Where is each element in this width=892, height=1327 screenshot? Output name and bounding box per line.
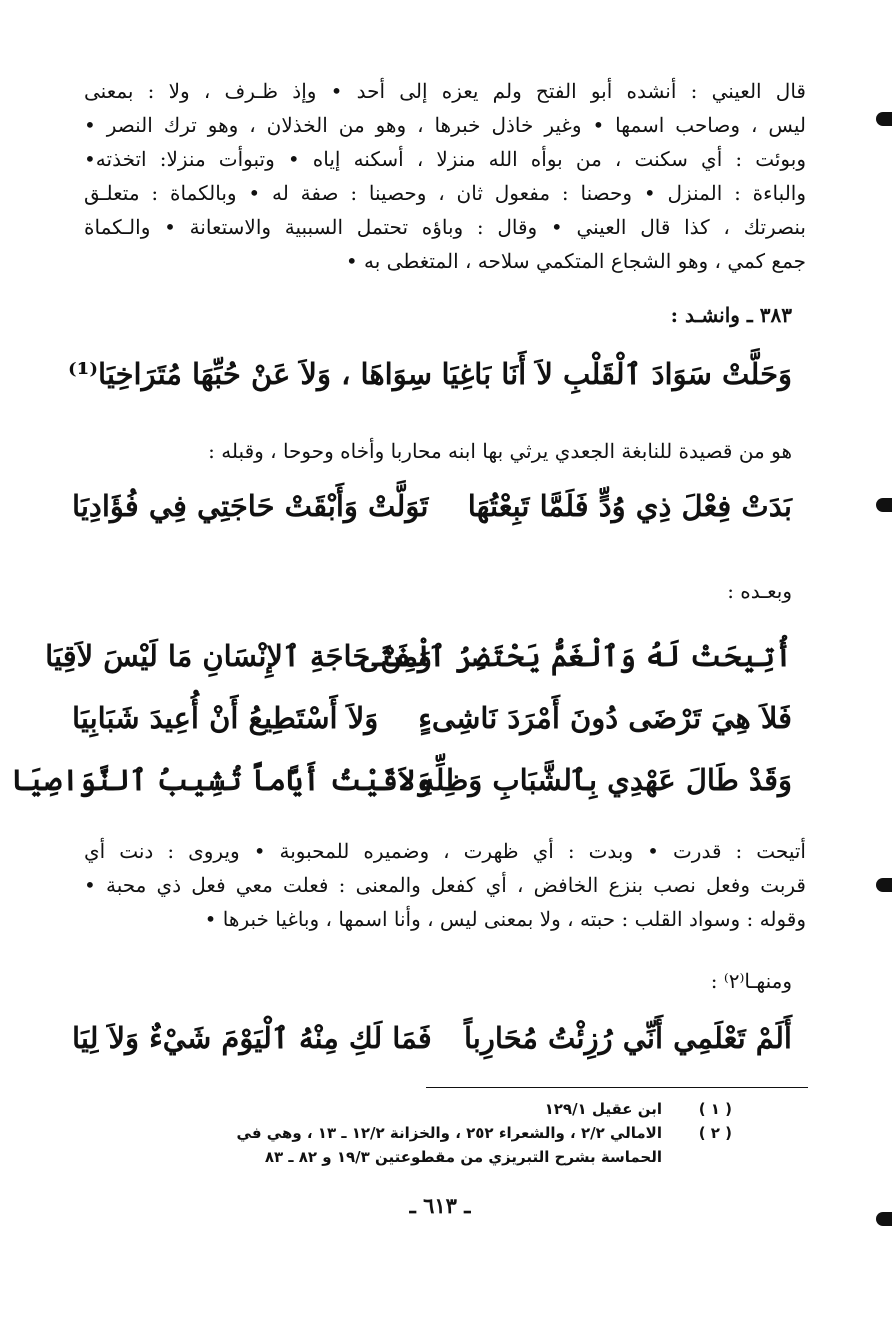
- verse1-first-hemistich: وَحَلَّتْ سَوَادَ ٱلْقَلْبِ لاَ أَنَا بَاغِيَا: [441, 357, 792, 391]
- verse-after-second-hemistich: وَمِنْ حَاجَةِ ٱلإِنْسَانِ مَا لَيْسَ لاَقِيَا: [45, 639, 432, 673]
- verse-before-first-hemistich: بَدَتْ فِعْلَ ذِي وُدٍّ فَلَمَّا تَبِعْتُهَا: [467, 489, 792, 523]
- minha-label: ومنهـا⁽٢⁾ :: [710, 969, 792, 993]
- intro-line: هو من قصيدة للنابغة الجعدي يرثي بها ابنه محاربا وأخاه وحوحا ، وقبله :: [208, 439, 792, 463]
- margin-mark: [876, 112, 892, 126]
- footnote-number: ( ٢ ): [698, 1124, 732, 1142]
- margin-mark: [876, 878, 892, 892]
- verse-last-first-hemistich: أَلَمْ تَعْلَمِي أَنِّي رُزِئْتُ مُحَارِباً: [463, 1021, 792, 1055]
- verse-after-first-hemistich: وَقَدْ طَالَ عَهْدِي بِٱلشَّبَابِ وَظِلِّهِ: [420, 763, 792, 797]
- page-number: ـ ٦١٣ ـ: [409, 1193, 471, 1218]
- verse-before-second-hemistich: تَوَلَّتْ وَأَبْقَتْ حَاجَتِي فِي فُؤَادِيَا: [72, 489, 429, 523]
- paragraph1-line: بنصرتك ، كذا قال العيني • وقال : وباؤه تحتمل السببية والاستعانة • والـكماة: [84, 215, 806, 239]
- verse-after-first-hemistich: أُتِيحَتْ لَهُ وَٱلْغَمُّ يَحْتَضِرُ ٱلْفَتَى: [360, 639, 792, 673]
- footnote-number: ( ١ ): [698, 1100, 732, 1118]
- footnote-text: ابن عقيل ١٢٩/١: [544, 1100, 662, 1118]
- paragraph1-line: جمع كمي ، وهو الشجاع المتكمي سلاحه ، المتغطى به •: [345, 249, 806, 273]
- paragraph1-line: والباءة : المنزل • وحصنا : مفعول ثان ، وحصينا : صفة له • وبالكماة : متعلـق: [84, 181, 806, 205]
- verse-after-second-hemistich: وَلاَ أَسْتَطِيعُ أَنْ أُعِيدَ شَبَابِيَا: [72, 701, 379, 735]
- verse-heading: ٣٨٣ ـ وانشـد :: [670, 303, 792, 327]
- verse-after-first-hemistich: فَلاَ هِيَ تَرْضَى دُونَ أَمْرَدَ نَاشِىءٍ: [418, 701, 792, 735]
- paragraph2-line: أتيحت : قدرت • وبدت : أي ظهرت ، وضميره للمحبوبة • ويروى : دنت أي: [84, 839, 806, 863]
- margin-mark: [876, 1212, 892, 1226]
- paragraph1-line: ليس ، وصاحب اسمها • وغير خاذل خبرها ، وهو من الخذلان ، وهو ترك النصر •: [84, 113, 806, 137]
- footnote-divider: [426, 1087, 808, 1088]
- verse-last-second-hemistich: فَمَا لَكِ مِنْهُ ٱلْيَوْمَ شَيْءٌ وَلاَ لِيَا: [72, 1021, 432, 1055]
- after-label: وبعـده :: [727, 579, 792, 603]
- paragraph1-line: وبوئت : أي سكنت ، من بوأه الله منزلا ، أسكنه إياه • وتبوأت منزلا: اتخذته•: [84, 147, 806, 171]
- margin-mark: [876, 498, 892, 512]
- paragraph1-line: قال العيني : أنشده أبو الفتح ولم يعزه إلى أحد • وإذ ظـرف ، ولا : بمعنى: [84, 79, 806, 103]
- footnote-text: الحماسة بشرح التبريزي من مقطوعتين ١٩/٣ و ٨٢ ـ ٨٣: [264, 1148, 662, 1166]
- paragraph2-line: قربت وفعل نصب بنزع الخافض ، أي كفعل والمعنى : فعلت معي فعل ذي محبة •: [84, 873, 806, 897]
- paragraph2-line: وقوله : وسواد القلب : حبته ، ولا بمعنى ليس ، وأنا اسمها ، وباغيا خبرها •: [204, 907, 806, 931]
- verse-after-second-hemistich: وَلاَقَيْتُ أَيَّاماً تُشِيبُ ٱلنَّوَاصِيَا: [10, 763, 432, 797]
- verse1-second-hemistich: سِوَاهَا ، وَلاَ عَنْ حُبِّهَا مُتَرَاخِيَا⁽¹⁾: [68, 357, 432, 391]
- footnote-text: الامالي ٢/٢ ، والشعراء ٢٥٢ ، والخزانة ١٢/٢ ـ ١٣ ، وهي في: [236, 1124, 662, 1142]
